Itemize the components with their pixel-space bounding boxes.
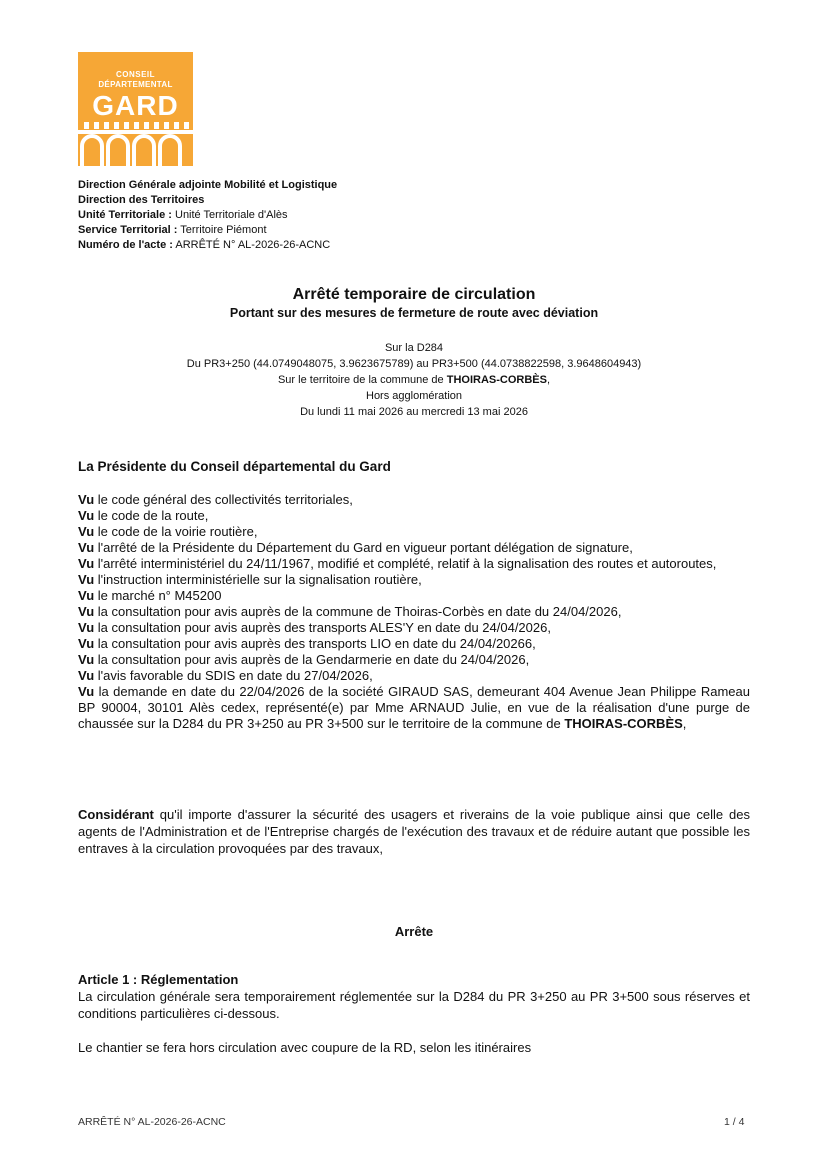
location-road: Sur la D284 — [384, 342, 444, 354]
vu-text: la consultation pour avis auprès de la Gendarmerie en date du 24/04/2026, — [94, 652, 530, 667]
vu-word: Vu — [78, 572, 95, 587]
document-header — [78, 178, 337, 253]
vu-word: Vu — [78, 684, 95, 699]
article-1-paragraph-1: La circulation générale sera temporairement réglementée sur la D284 du PR 3+250 au PR 3+500 sous réserves et conditions particulières ci-dessous. — [78, 989, 750, 1021]
vu-text: l'instruction interministérielle sur la signalisation routière, — [94, 572, 422, 587]
document-subtitle: Portant sur des mesures de fermeture de route avec déviation — [229, 306, 599, 320]
vu-item-demande — [78, 684, 750, 732]
considerant-paragraph — [78, 806, 750, 857]
footer-reference: ARRÊTÉ N° AL-2026-26-ACNC — [78, 1116, 226, 1128]
logo-line-1: CONSEIL — [115, 70, 156, 79]
pont-du-gard-icon — [78, 118, 193, 166]
vu-text: l'avis favorable du SDIS en date du 27/04/2026, — [94, 668, 373, 683]
vu-word: Vu — [78, 508, 95, 523]
footer-page-number: 1 / 4 — [724, 1116, 745, 1128]
vu-item — [78, 620, 750, 636]
vu-word: Vu — [78, 652, 95, 667]
vu-text: la demande en date du 22/04/2026 de la société GIRAUD SAS, demeurant 404 Avenue Jean Philippe Rameau BP 90004, 30101 Alès cedex, représenté(e) par Mme ARNAUD Julie, en vue de la réalisation d'une purge de chaussée sur la D284 du PR 3+250 au PR 3+500 sur le territoire de la commune de — [78, 684, 750, 731]
acte-value: ARRÊTÉ N° AL-2026-26-ACNC — [172, 239, 331, 251]
vu-word: Vu — [78, 668, 95, 683]
vu-word: Vu — [78, 636, 95, 651]
article-1-paragraph-2: Le chantier se fera hors circulation avec coupure de la RD, selon les itinéraires — [78, 1040, 532, 1055]
vu-text: le marché n° M45200 — [94, 588, 222, 603]
service-value: Territoire Piémont — [177, 224, 267, 236]
vu-item — [78, 508, 750, 524]
location-commune-line — [0, 372, 828, 388]
vu-word: Vu — [78, 524, 95, 539]
arrete-heading: Arrête — [394, 924, 434, 939]
unit-value: Unité Territoriale d'Alès — [171, 209, 288, 221]
commune-suffix: , — [546, 374, 551, 386]
vu-text: le code de la route, — [94, 508, 209, 523]
vu-text: le code de la voirie routière, — [94, 524, 258, 539]
commune-name: THOIRAS-CORBÈS — [446, 374, 547, 386]
vu-word: Vu — [78, 588, 95, 603]
president-heading: La Présidente du Conseil départemental du Gard — [78, 459, 391, 474]
considerant-word: Considérant — [78, 807, 154, 822]
article-1 — [78, 971, 750, 1056]
vu-item — [78, 588, 750, 604]
gard-logo — [78, 52, 193, 166]
vu-word: Vu — [78, 492, 95, 507]
vu-text: l'arrêté interministériel du 24/11/1967, modifié et complété, relatif à la signalisation des routes et autoroutes, — [94, 556, 717, 571]
location-pr: Du PR3+250 (44.0749048075, 3.9623675789) au PR3+500 (44.0738822598, 3.9648604943) — [186, 358, 642, 370]
logo-line-3: GARD — [92, 90, 179, 121]
vu-word: Vu — [78, 620, 95, 635]
document-title: Arrêté temporaire de circulation — [292, 286, 536, 303]
vu-end: , — [682, 716, 687, 731]
direction-generale: Direction Générale adjointe Mobilité et Logistique — [78, 179, 338, 191]
considerant-text: qu'il importe d'assurer la sécurité des usagers et riverains de la voie publique ainsi que celle des agents de l'Administration et de l'Entreprise chargés de l'exécution des travaux et de réduire autant que possible les entraves à la circulation provoquées par des travaux, — [78, 807, 750, 856]
location-agglo: Hors agglomération — [366, 390, 462, 402]
vu-word: Vu — [78, 556, 95, 571]
unit-label: Unité Territoriale : — [78, 209, 172, 221]
vu-text: l'arrêté de la Présidente du Département du Gard en vigueur portant délégation de signature, — [94, 540, 633, 555]
vu-item — [78, 540, 750, 556]
article-1-heading: Article 1 : Réglementation — [78, 972, 239, 987]
vu-text: la consultation pour avis auprès des transports LIO en date du 24/04/20266, — [94, 636, 536, 651]
vu-item — [78, 668, 750, 684]
direction-territoires: Direction des Territoires — [78, 194, 205, 206]
vu-item — [78, 636, 750, 652]
vu-word: Vu — [78, 540, 95, 555]
vu-text: la consultation pour avis auprès des transports ALES'Y en date du 24/04/2026, — [94, 620, 551, 635]
vu-word: Vu — [78, 604, 95, 619]
vu-list — [78, 492, 750, 732]
vu-text: le code général des collectivités territoriales, — [94, 492, 353, 507]
vu-commune: THOIRAS-CORBÈS — [564, 716, 683, 731]
logo-line-2: DÉPARTEMENTAL — [98, 80, 173, 89]
vu-item — [78, 492, 750, 508]
commune-prefix: Sur le territoire de la commune de — [277, 374, 447, 386]
vu-item — [78, 572, 750, 588]
vu-item — [78, 524, 750, 540]
location-block — [0, 340, 828, 420]
vu-item — [78, 556, 750, 572]
service-label: Service Territorial : — [78, 224, 178, 236]
acte-label: Numéro de l'acte : — [78, 239, 173, 251]
location-dates: Du lundi 11 mai 2026 au mercredi 13 mai 2026 — [300, 406, 528, 418]
vu-item — [78, 652, 750, 668]
vu-item — [78, 604, 750, 620]
vu-text: la consultation pour avis auprès de la commune de Thoiras-Corbès en date du 24/04/2026, — [94, 604, 622, 619]
